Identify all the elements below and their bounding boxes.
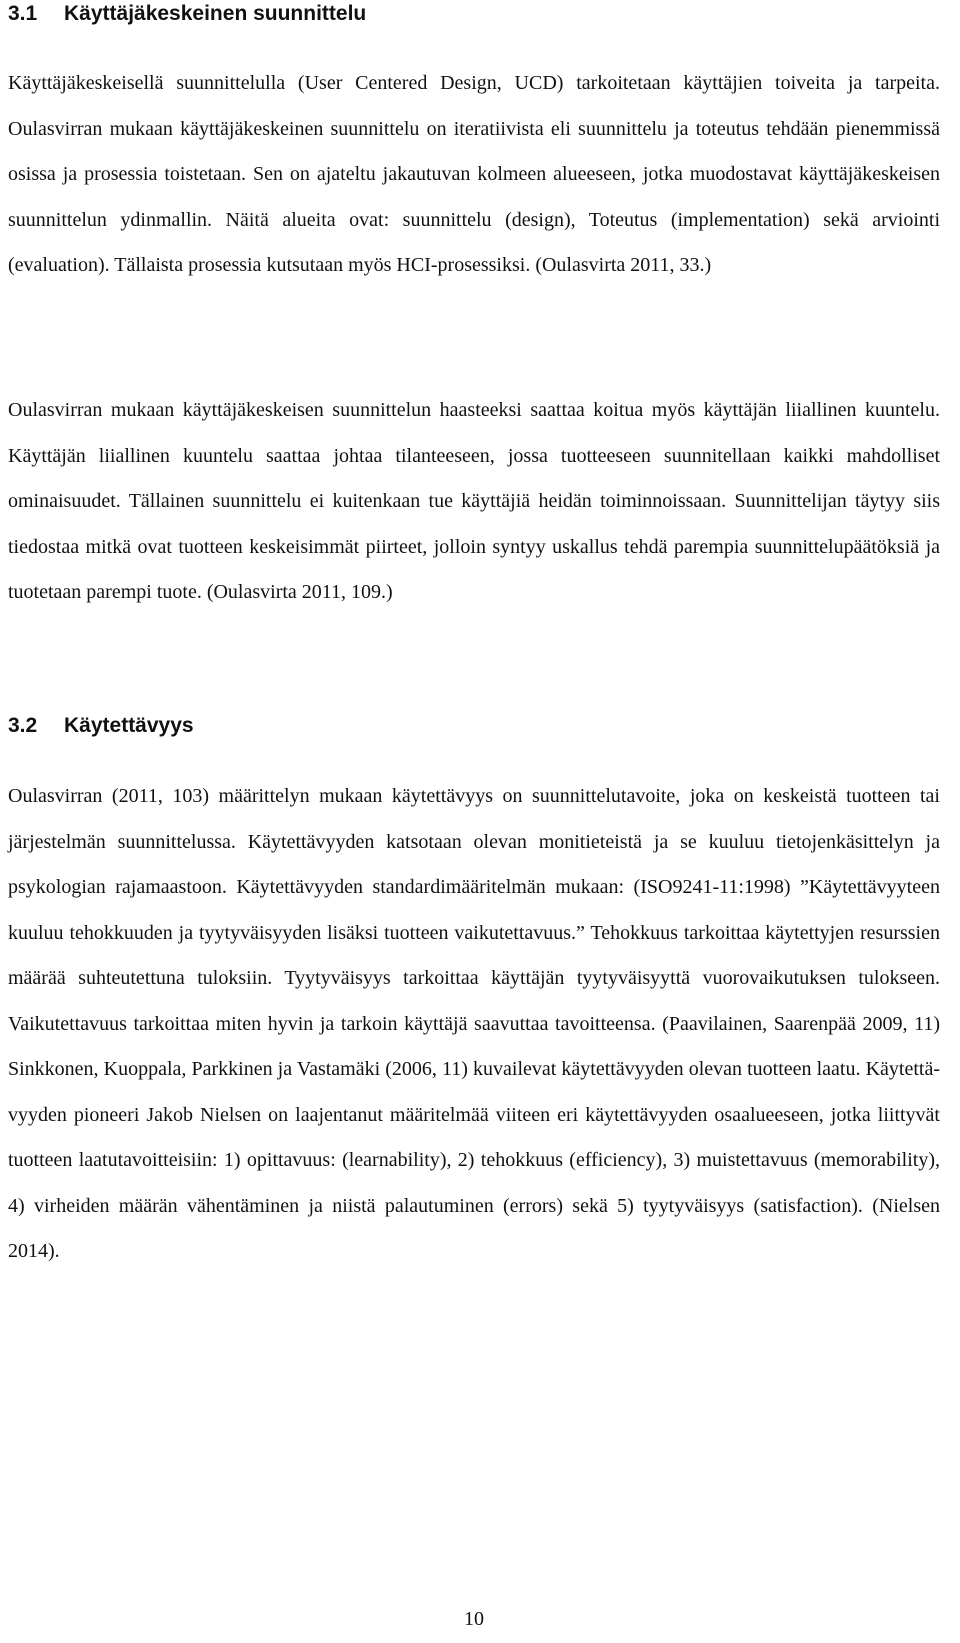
paragraph-ucd-definition: Käyttäjäkeskeisellä suunnittelulla (User Centered Design, UCD) tarkoitetaan käyttäjien toiveita ja tarpeita. Oulasvirran mukaan käyttäjäkeskeinen suunnittelu on iteratiivista eli suunnittelu ja toteutus tehdään pienemmissä osissa ja prosessia toistetaan. Sen on ajateltu jakautuvan kolmeen alueeseen, jotka muodostavat käyttäjäkeskeisen suunnittelun ydinmallin. Näitä alueita ovat: suunnittelu (design), Toteutus (implementation) sekä arviointi (evaluation). Tällaista prosessia kutsutaan myös HCI-prosessiksi. (Oulasvirta 2011, 33.) (8, 72, 940, 276)
section-number: 3.1 (8, 2, 38, 25)
section-number: 3.2 (8, 714, 38, 737)
paragraph-ucd-challenges: Oulasvirran mukaan käyttäjäkeskeisen suunnittelun haasteeksi saattaa koitua myös käyttäjän liiallinen kuuntelu. Käyttäjän liiallinen kuuntelu saattaa johtaa tilanteeseen, jossa tuotteeseen suunnitellaan kaikki mahdolliset ominaisuudet. Tällainen suunnittelu ei kuitenkaan tue käyttäjiä heidän toiminnoissaan. Suunnittelijan täytyy siis tiedostaa mitkä ovat tuotteen keskeisimmät piirteet, jolloin syntyy uskallus tehdä parempia suunnittelupäätöksiä ja tuotetaan parempi tuote. (Oulasvirta 2011, 109.) (8, 399, 940, 603)
section-title: Käytettävyys (64, 714, 194, 737)
section-heading-3-2 (8, 712, 194, 740)
section-heading-3-1 (8, 0, 366, 28)
page-number: 10 (464, 1608, 484, 1630)
section-title: Käyttäjäkeskeinen suunnittelu (64, 2, 367, 25)
paragraph-usability-definition: Oulasvirran (2011, 103) määrittelyn mukaan käytettävyys on suunnittelutavoite, joka on keskeistä tuotteen tai järjestelmän suunnittelussa. Käytettävyyden katsotaan olevan monitieteistä ja se kuuluu tietojenkäsittelyn ja psykologian rajamaastoon. Käytettävyyden standardimääritelmän mukaan: (ISO9241-11:1998) ”Käytettävyyteen kuuluu tehokkuuden ja tyytyväisyyden lisäksi tuotteen vaikutettavuus.” Tehokkuus tarkoittaa käytettyjen resurssien määrää suhteutettuna tuloksiin. Tyytyväisyys tarkoittaa käyttäjän tyytyväisyyttä vuorovaikutuksen tulokseen. Vaikutettavuus tarkoittaa miten hyvin ja tarkoin käyttäjä saavuttaa tavoitteensa. (Paavilainen, Saarenpää 2009, 11) Sinkkonen, Kuoppala, Parkkinen ja Vastamäki (2006, 11) kuvailevat käytettävyyden olevan tuotteen laatu. Käytettävyyden pioneeri Jakob Nielsen on laajentanut määritelmää viiteen eri käytettävyyden osaalueeseen, jotka liittyvät tuotteen laatutavoitteisiin: 1) opittavuus: (learnability), 2) tehokkuus (efficiency), 3) muistettavuus (memorability), 4) virheiden määrän vähentäminen ja niistä palautuminen (errors) sekä 5) tyytyväisyys (satisfaction). (Nielsen 2014). (8, 785, 940, 1262)
